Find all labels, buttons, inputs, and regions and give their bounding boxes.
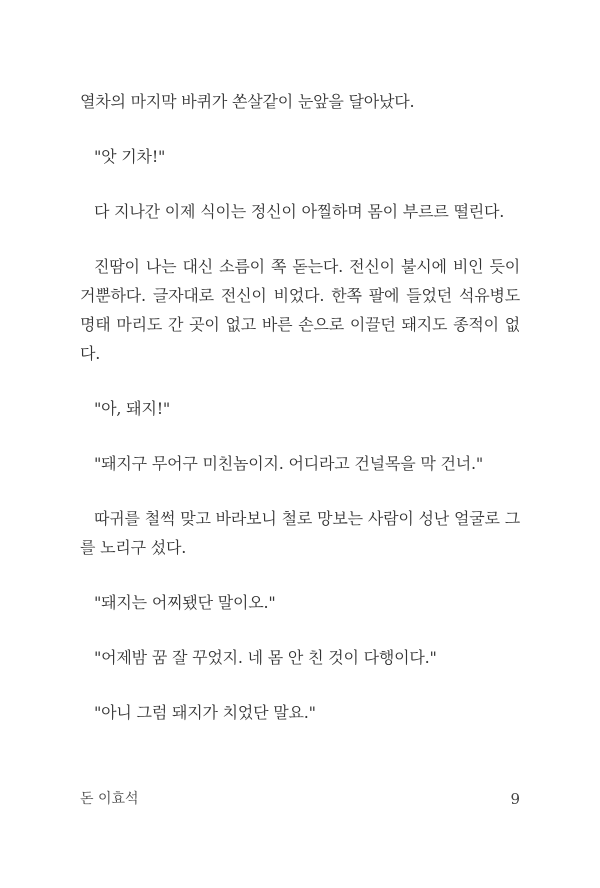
paragraph: 따귀를 철썩 맞고 바라보니 철로 망보는 사람이 성난 얼굴로 그를 노리구 섰다. [80,509,520,557]
paragraph: "아, 돼지!" [94,399,171,418]
footer-book-title: 돈 이효석 [80,791,139,807]
paragraph: "앗 기차!" [94,147,166,166]
paragraph: "아니 그럼 돼지가 치었단 말요." [94,703,316,722]
paragraph: "어제밤 꿈 잘 꾸었지. 네 몸 안 친 것이 다행이다." [94,648,437,667]
page-number: 9 [510,790,520,808]
paragraph: "돼지구 무어구 미친놈이지. 어디라고 건널목을 막 건너." [94,454,484,473]
page-body-text [80,87,520,753]
paragraph: 다 지나간 이제 식이는 정신이 아찔하며 몸이 부르르 떨린다. [94,202,505,221]
paragraph: "돼지는 어찌됐단 말이오." [94,593,276,612]
paragraph: 열차의 마지막 바퀴가 쏜살같이 눈앞을 달아났다. [80,92,415,111]
paragraph: 진땀이 나는 대신 소름이 쪽 돋는다. 전신이 불시에 비인 듯이 거뿐하다. 글자대로 전신이 비었다. 한쪽 팔에 들었던 석유병도 명태 마리도 간 곳이 없고 바른 손으로 이끌던 돼지도 종적이 없다. [80,257,520,363]
